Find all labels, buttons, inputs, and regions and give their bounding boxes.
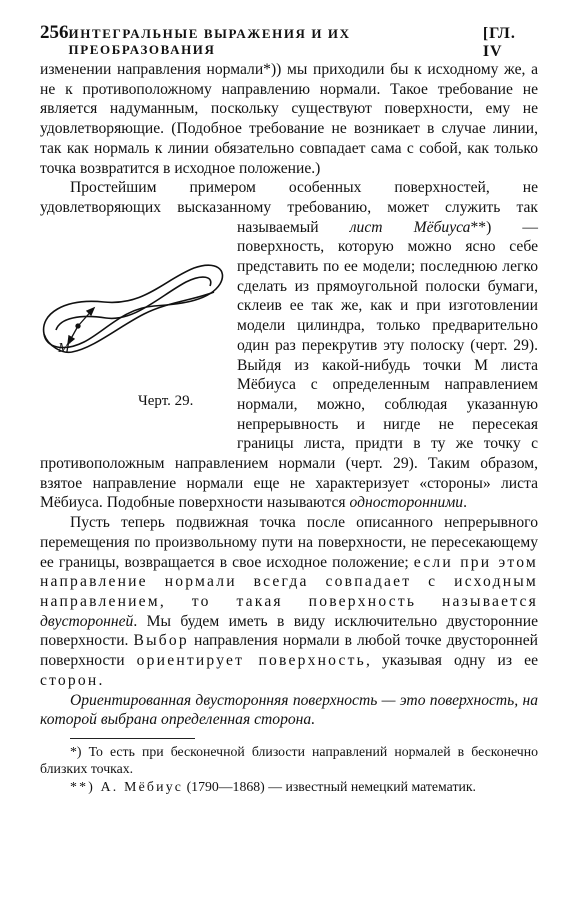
footnote-divider	[70, 738, 195, 739]
p3-text-a: Пусть теперь подвижная точка после описанного непрерывного перемещения по произвольному пути на поверхности, не пересекающему ее границы, возвращается в свое исходное положение;	[40, 514, 538, 571]
footnote-2-name: **) А. Мёбиус	[70, 778, 184, 794]
p3-spaced-4: сторон	[40, 671, 99, 689]
footnotes	[40, 743, 538, 796]
term-mobius-strip: лист Мёбиуса	[349, 218, 471, 236]
running-title: ИНТЕГРАЛЬНЫЕ ВЫРАЖЕНИЯ И ИХ ПРЕОБРАЗОВАНИЯ	[68, 26, 351, 57]
p2-text-a: Простейшим примером особенных поверхностей, не удовлетворяющих высказанному требованию, может служить так называемый	[40, 179, 538, 236]
paragraph-3	[40, 513, 538, 690]
chapter-marker: [ГЛ. IV	[482, 25, 516, 60]
term-two-sided: двусторонней	[40, 612, 134, 630]
footnote-2-rest: (1790—1868) — известный немецкий математик.	[183, 778, 477, 794]
figure-mobius-strip	[34, 222, 229, 438]
p2-text-b: **) — поверхность, которую можно ясно себе представить по ее модели; последнюю легко сделать из прямоугольной полоски бумаги, склеив ее так же, как и при изготовлении модели цилиндра, только предварительно один раз перекрутив эту полоску (черт. 29). Выйдя из какой-нибудь точки M листа Мёбиуса с определенным направлением нормали, можно, соблюдая указанную непрерывность и нигде не пересекая границы листа, придти в ту же точку с противоположным направлением нормали (черт. 29). Таким образом, взятое направление нормали еще не характеризует «стороны» листа Мёбиуса. Подобные поверхности называются	[40, 218, 538, 512]
p3-text-c: направления нормали в любой точке двусторонней поверхности	[40, 632, 539, 670]
page-header	[40, 22, 538, 60]
p3-text-b: . Мы будем иметь в виду исключительно двусторонние поверхности.	[40, 612, 538, 650]
point-label-m: M	[58, 340, 70, 356]
paragraph-1: изменении направления нормали*)) мы приходили бы к исходному же, а не к противоположному направлению нормали. Такое требование не является надуманным, поскольку существуют поверхности, ему не удовлетворяющие. (Подобное требование не возникает в случае линии, так как нормаль к линии обязательно совпадает сама с собой, как только точка возвратится в исходное положение.)	[40, 61, 538, 177]
p3-spaced-3: ориентирует поверхность	[136, 652, 366, 670]
paragraph-2	[40, 178, 538, 513]
term-one-sided: односторонними	[349, 494, 464, 512]
p2-end: .	[463, 494, 467, 512]
footnote-1: *) То есть при бесконечной близости направлений нормалей в бесконечно близких точках.	[40, 743, 538, 777]
footnote-2	[40, 778, 538, 796]
mobius-strip-drawing	[34, 222, 229, 382]
definition-text: Ориентированная двусторонняя поверхность — это поверхность, на которой выбрана определенная сторона.	[40, 691, 538, 729]
paragraph-4-definition	[40, 691, 538, 730]
page-number: 256	[40, 22, 69, 43]
p3-spaced-2: Выбор	[133, 632, 189, 650]
main-text	[40, 60, 538, 730]
p3-text-d: , указывая одну из ее	[365, 652, 538, 670]
figure-caption: Черт. 29.	[138, 392, 194, 409]
p3-spaced-1: если при этом направление нормали всегда совпадает с исходным направлением, то такая поверхность называется	[40, 553, 538, 610]
p3-end: .	[98, 671, 103, 689]
